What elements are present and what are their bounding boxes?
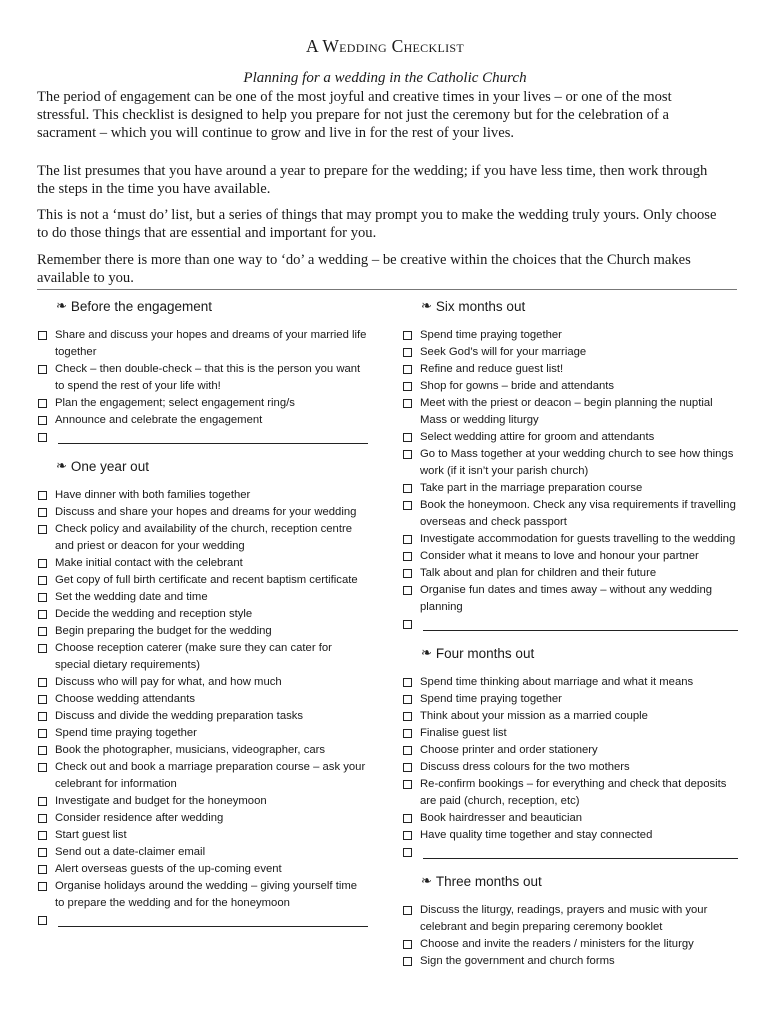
checkbox-icon[interactable] bbox=[403, 348, 412, 357]
section-heading bbox=[56, 296, 368, 316]
checklist-item-text: Consider what it means to love and honour your partner bbox=[420, 550, 699, 562]
checklist-item-text: Refine and reduce guest list! bbox=[420, 363, 564, 375]
checklist-item-text: Consider residence after wedding bbox=[55, 812, 224, 824]
checkbox-icon[interactable] bbox=[403, 552, 412, 561]
checklist-item-text: Discuss the liturgy, readings, prayers and music with your celebrant and begin preparing ceremony booklet bbox=[420, 904, 708, 933]
fleuron-icon: ❧ bbox=[421, 873, 432, 888]
checkbox-icon[interactable] bbox=[403, 746, 412, 755]
checklist-item-text: Choose wedding attendants bbox=[55, 693, 196, 705]
checklist-item bbox=[38, 827, 368, 844]
checklist-item-text: Discuss and divide the wedding preparation tasks bbox=[55, 710, 304, 722]
checkbox-icon[interactable] bbox=[403, 535, 412, 544]
checkbox-icon[interactable] bbox=[38, 678, 47, 687]
checklist-item bbox=[38, 623, 368, 640]
section-title: One year out bbox=[70, 458, 149, 474]
checklist-item bbox=[403, 742, 738, 759]
checklist-item-text: Spend time praying together bbox=[420, 693, 562, 705]
checklist-item-text: Choose reception caterer (make sure they can cater for special dietary requirements) bbox=[55, 642, 332, 671]
checkbox-icon[interactable] bbox=[403, 450, 412, 459]
checkbox-icon[interactable] bbox=[38, 746, 47, 755]
checklist bbox=[38, 327, 368, 446]
section-heading bbox=[421, 643, 738, 663]
checklist-item bbox=[403, 674, 738, 691]
checklist-item bbox=[403, 827, 738, 844]
checklist-item-text: Check policy and availability of the church, reception centre and priest or deacon for your wedding bbox=[55, 523, 353, 552]
checkbox-icon[interactable] bbox=[403, 399, 412, 408]
checklist-item bbox=[38, 572, 368, 589]
checklist-item bbox=[38, 793, 368, 810]
checkbox-icon[interactable] bbox=[38, 365, 47, 374]
checklist-item bbox=[403, 531, 738, 548]
checklist-item-text: Alert overseas guests of the up-coming event bbox=[55, 863, 282, 875]
checklist-item-text: Investigate and budget for the honeymoon bbox=[55, 795, 267, 807]
checklist-item bbox=[38, 640, 368, 674]
section-title: Four months out bbox=[435, 645, 535, 661]
checkbox-icon[interactable] bbox=[403, 678, 412, 687]
checklist-item-text: Make initial contact with the celebrant bbox=[55, 557, 243, 569]
checkbox-icon[interactable] bbox=[38, 610, 47, 619]
checkbox-icon[interactable] bbox=[403, 586, 412, 595]
checklist-item bbox=[403, 344, 738, 361]
checkbox-icon[interactable] bbox=[403, 620, 412, 629]
intro-paragraph: The list presumes that you have around a year to prepare for the wedding; if you have less time, then work through the steps in the time you have available. bbox=[37, 163, 708, 197]
checklist-item-text: Seek God’s will for your marriage bbox=[420, 346, 587, 358]
checkbox-icon[interactable] bbox=[403, 569, 412, 578]
checklist-item bbox=[403, 327, 738, 344]
document-subtitle: Planning for a wedding in the Catholic Church bbox=[243, 70, 527, 86]
checklist-item bbox=[38, 810, 368, 827]
checkbox-icon[interactable] bbox=[403, 712, 412, 721]
checkbox-icon[interactable] bbox=[38, 865, 47, 874]
checklist-item bbox=[38, 521, 368, 555]
checklist bbox=[403, 902, 738, 970]
checklist-item-text: Take part in the marriage preparation course bbox=[420, 482, 643, 494]
write-in-line[interactable] bbox=[58, 443, 368, 444]
checkbox-icon[interactable] bbox=[403, 695, 412, 704]
checklist-item-text: Organise fun dates and times away – without any wedding planning bbox=[420, 584, 713, 613]
checklist-item bbox=[38, 742, 368, 759]
checkbox-icon[interactable] bbox=[38, 559, 47, 568]
checklist-item bbox=[403, 361, 738, 378]
checkbox-icon[interactable] bbox=[38, 797, 47, 806]
fleuron-icon: ❧ bbox=[56, 298, 67, 313]
checklist-item-text: Organise holidays around the wedding – giving yourself time to prepare the wedding and for the honeymoon bbox=[55, 880, 358, 909]
intro-paragraph: This is not a ‘must do’ list, but a series of things that may prompt you to make the wedding truly yours. Only choose to do those things that are essential and important for you. bbox=[37, 207, 717, 241]
checkbox-icon[interactable] bbox=[403, 433, 412, 442]
checkbox-icon[interactable] bbox=[403, 365, 412, 374]
checklist-item-text: Choose and invite the readers / ministers for the liturgy bbox=[420, 938, 694, 950]
checklist-item-text: Decide the wedding and reception style bbox=[55, 608, 253, 620]
checkbox-icon[interactable] bbox=[403, 780, 412, 789]
checklist-item-text: Spend time praying together bbox=[420, 329, 562, 341]
checkbox-icon[interactable] bbox=[403, 831, 412, 840]
intro-paragraph: The period of engagement can be one of the most joyful and creative times in your lives – or one of the most stressful. This checklist is designed to help you prepare for not just the ceremony but for the celebration of a sacrament – which you will continue to grow and live in for the rest of your lives. bbox=[37, 89, 672, 141]
write-in-line[interactable] bbox=[423, 630, 738, 631]
checkbox-icon[interactable] bbox=[38, 831, 47, 840]
write-in-line[interactable] bbox=[423, 858, 738, 859]
checklist-item-text: Share and discuss your hopes and dreams of your married life together bbox=[55, 329, 367, 358]
checklist-item bbox=[403, 691, 738, 708]
checkbox-icon[interactable] bbox=[38, 433, 47, 442]
checkbox-icon[interactable] bbox=[38, 814, 47, 823]
checkbox-icon[interactable] bbox=[403, 957, 412, 966]
checkbox-icon[interactable] bbox=[403, 848, 412, 857]
checklist bbox=[403, 674, 738, 861]
checklist-item bbox=[38, 395, 368, 412]
section-title: Six months out bbox=[435, 298, 526, 314]
checklist-item-text: Announce and celebrate the engagement bbox=[55, 414, 263, 426]
checklist-item-text: Think about your mission as a married couple bbox=[420, 710, 648, 722]
checkbox-icon[interactable] bbox=[403, 331, 412, 340]
checklist-item-text: Sign the government and church forms bbox=[420, 955, 615, 967]
checkbox-icon[interactable] bbox=[38, 916, 47, 925]
checklist-item-text: Choose printer and order stationery bbox=[420, 744, 598, 756]
document-title: A Wedding Checklist bbox=[306, 36, 464, 56]
checkbox-icon[interactable] bbox=[38, 882, 47, 891]
right-column bbox=[403, 296, 738, 970]
checklist-item bbox=[403, 759, 738, 776]
checkbox-icon[interactable] bbox=[38, 763, 47, 772]
checklist-item bbox=[38, 487, 368, 504]
checkbox-icon[interactable] bbox=[38, 576, 47, 585]
checklist-item bbox=[403, 725, 738, 742]
checklist-item bbox=[403, 936, 738, 953]
checklist-item bbox=[403, 708, 738, 725]
checkbox-icon[interactable] bbox=[38, 644, 47, 653]
checkbox-icon[interactable] bbox=[38, 525, 47, 534]
checklist-item bbox=[403, 480, 738, 497]
checklist-item-text: Discuss who will pay for what, and how much bbox=[55, 676, 282, 688]
checklist-item-text: Book the honeymoon. Check any visa requirements if travelling overseas and check passport bbox=[420, 499, 736, 528]
checkbox-icon[interactable] bbox=[38, 712, 47, 721]
fleuron-icon: ❧ bbox=[421, 645, 432, 660]
checklist-item bbox=[403, 378, 738, 395]
blank-checklist-item bbox=[403, 844, 738, 861]
checklist-item bbox=[403, 565, 738, 582]
checklist-item-text: Re-confirm bookings – for everything and check that deposits are paid (church, reception, etc) bbox=[420, 778, 727, 807]
checklist-item-text: Book hairdresser and beautician bbox=[420, 812, 583, 824]
checkbox-icon[interactable] bbox=[38, 848, 47, 857]
section-title: Three months out bbox=[435, 873, 542, 889]
checklist-item bbox=[403, 497, 738, 531]
checklist-item-text: Get copy of full birth certificate and recent baptism certificate bbox=[55, 574, 358, 586]
checklist-item bbox=[403, 395, 738, 429]
checklist-item-text: Shop for gowns – bride and attendants bbox=[420, 380, 615, 392]
checklist-item bbox=[403, 953, 738, 970]
checklist-item bbox=[403, 582, 738, 616]
checklist-item bbox=[38, 361, 368, 395]
checklist-item-text: Plan the engagement; select engagement ring/s bbox=[55, 397, 295, 409]
checklist-item-text: Meet with the priest or deacon – begin planning the nuptial Mass or wedding liturgy bbox=[420, 397, 713, 426]
section-heading bbox=[56, 456, 368, 476]
checkbox-icon[interactable] bbox=[403, 763, 412, 772]
checklist-item bbox=[38, 589, 368, 606]
checklist-item-text: Have quality time together and stay connected bbox=[420, 829, 653, 841]
checklist-item-text: Set the wedding date and time bbox=[55, 591, 208, 603]
fleuron-icon: ❧ bbox=[421, 298, 432, 313]
section-heading bbox=[421, 871, 738, 891]
left-column bbox=[38, 296, 368, 929]
checklist-item bbox=[403, 810, 738, 827]
checklist-item-text: Begin preparing the budget for the wedding bbox=[55, 625, 272, 637]
blank-checklist-item bbox=[403, 616, 738, 633]
checklist-item-text: Investigate accommodation for guests travelling to the wedding bbox=[420, 533, 736, 545]
checklist-item-text: Spend time praying together bbox=[55, 727, 197, 739]
checklist-item-text: Check – then double-check – that this is the person you want to spend the rest of your life with! bbox=[55, 363, 361, 392]
checkbox-icon[interactable] bbox=[38, 627, 47, 636]
write-in-line[interactable] bbox=[58, 926, 368, 927]
divider-line bbox=[37, 289, 737, 290]
checkbox-icon[interactable] bbox=[38, 729, 47, 738]
checklist-item-text: Go to Mass together at your wedding church to see how things work (if it isn’t your parish church) bbox=[420, 448, 734, 477]
checklist-item-text: Book the photographer, musicians, videographer, cars bbox=[55, 744, 326, 756]
checklist-item bbox=[38, 412, 368, 429]
checkbox-icon[interactable] bbox=[38, 331, 47, 340]
checklist-item bbox=[38, 327, 368, 361]
checklist-item bbox=[403, 776, 738, 810]
checklist-item bbox=[403, 446, 738, 480]
checklist-item-text: Select wedding attire for groom and attendants bbox=[420, 431, 655, 443]
checklist-item bbox=[403, 902, 738, 936]
checkbox-icon[interactable] bbox=[403, 729, 412, 738]
checklist-item-text: Discuss dress colours for the two mothers bbox=[420, 761, 630, 773]
checklist-item-text: Spend time thinking about marriage and what it means bbox=[420, 676, 694, 688]
checklist-item bbox=[38, 861, 368, 878]
checklist-item bbox=[38, 844, 368, 861]
checklist-item bbox=[38, 691, 368, 708]
checkbox-icon[interactable] bbox=[38, 593, 47, 602]
intro-paragraph: Remember there is more than one way to ‘do’ a wedding – be creative within the choices that the Church makes available to you. bbox=[37, 252, 691, 286]
checkbox-icon[interactable] bbox=[403, 906, 412, 915]
checkbox-icon[interactable] bbox=[403, 501, 412, 510]
checklist-item bbox=[38, 725, 368, 742]
checkbox-icon[interactable] bbox=[403, 382, 412, 391]
checklist-item-text: Discuss and share your hopes and dreams for your wedding bbox=[55, 506, 357, 518]
section-title: Before the engagement bbox=[70, 298, 213, 314]
checklist-item bbox=[38, 759, 368, 793]
fleuron-icon: ❧ bbox=[56, 458, 67, 473]
checklist-item-text: Finalise guest list bbox=[420, 727, 507, 739]
checklist-item bbox=[38, 504, 368, 521]
checklist-item bbox=[403, 548, 738, 565]
checkbox-icon[interactable] bbox=[38, 416, 47, 425]
checklist-item-text: Start guest list bbox=[55, 829, 127, 841]
checklist-item bbox=[38, 606, 368, 623]
blank-checklist-item bbox=[38, 429, 368, 446]
checkbox-icon[interactable] bbox=[38, 508, 47, 517]
checklist-item-text: Have dinner with both families together bbox=[55, 489, 251, 501]
checklist bbox=[38, 487, 368, 929]
section-heading bbox=[421, 296, 738, 316]
checklist-item bbox=[38, 878, 368, 912]
checkbox-icon[interactable] bbox=[38, 399, 47, 408]
checklist-item-text: Send out a date-claimer email bbox=[55, 846, 206, 858]
checklist-item bbox=[38, 674, 368, 691]
blank-checklist-item bbox=[38, 912, 368, 929]
checklist bbox=[403, 327, 738, 633]
checkbox-icon[interactable] bbox=[38, 695, 47, 704]
checklist-item-text: Talk about and plan for children and their future bbox=[420, 567, 657, 579]
checklist-item bbox=[38, 708, 368, 725]
checkbox-icon[interactable] bbox=[403, 940, 412, 949]
checklist-item bbox=[38, 555, 368, 572]
checkbox-icon[interactable] bbox=[403, 484, 412, 493]
checkbox-icon[interactable] bbox=[403, 814, 412, 823]
checkbox-icon[interactable] bbox=[38, 491, 47, 500]
checklist-item bbox=[403, 429, 738, 446]
checklist-item-text: Check out and book a marriage preparation course – ask your celebrant for information bbox=[55, 761, 366, 790]
